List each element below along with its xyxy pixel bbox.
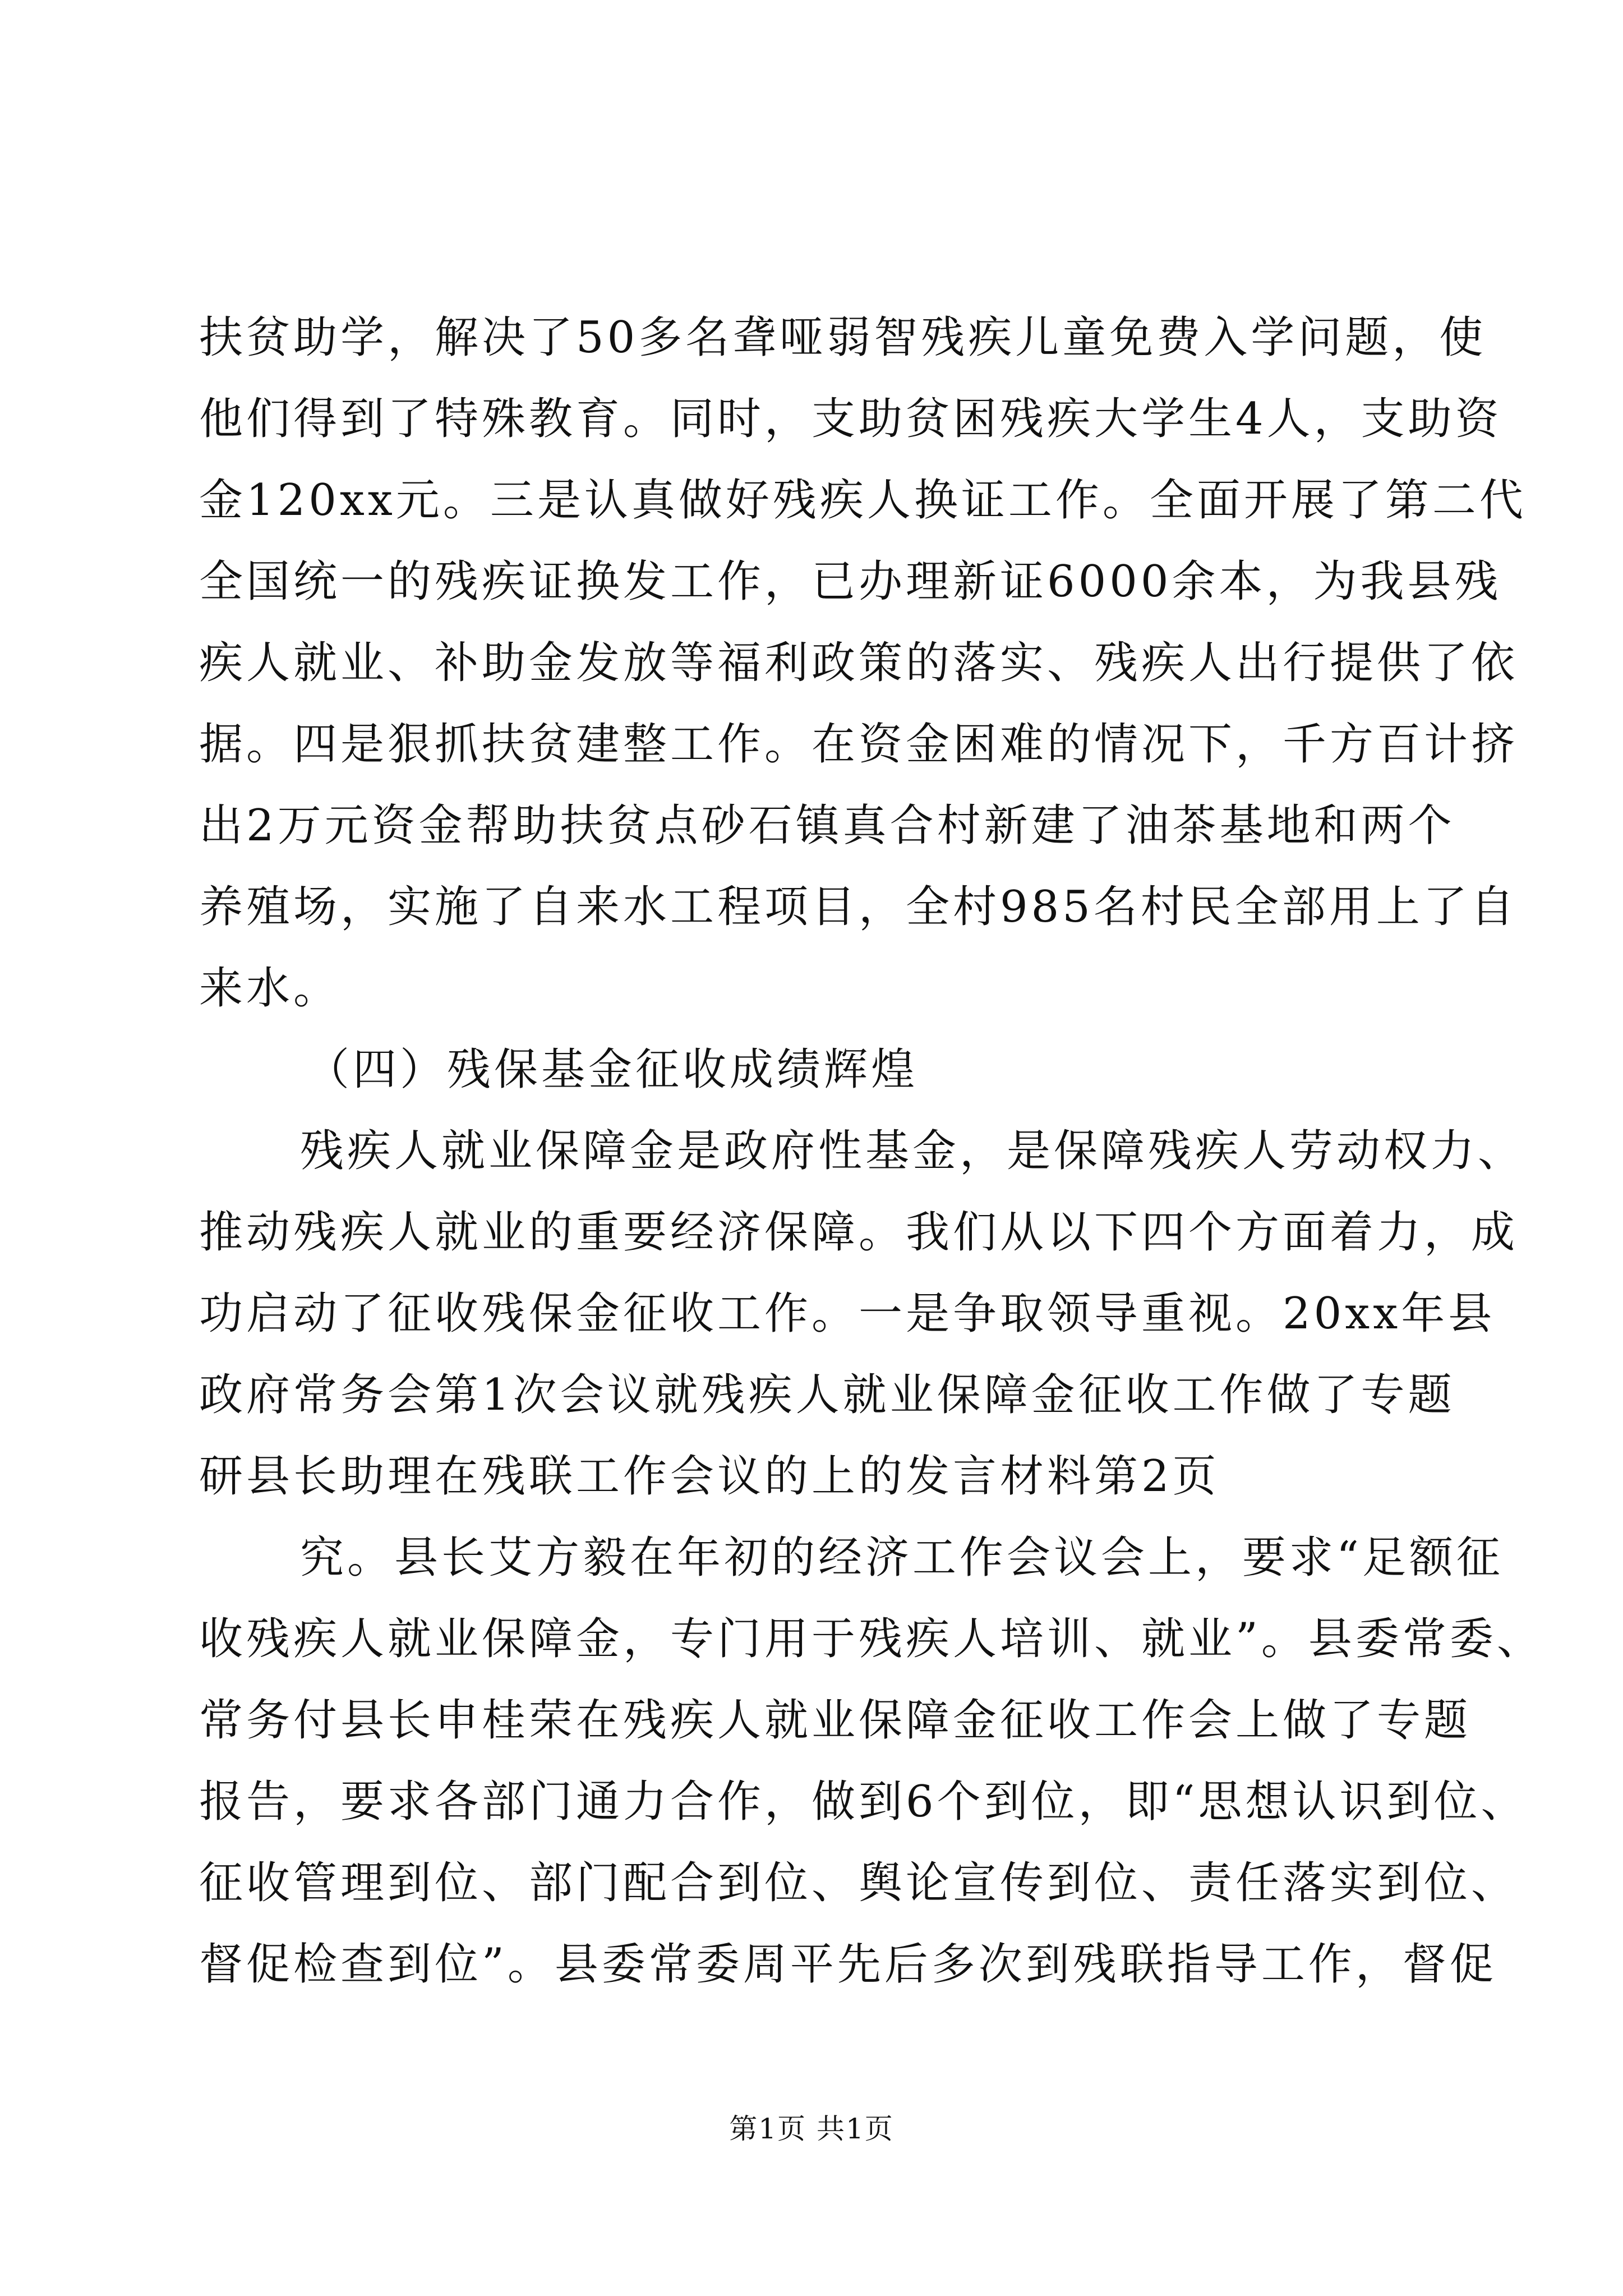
text-line: 养殖场，实施了自来水工程项目，全村985名村民全部用上了自 (199, 882, 1518, 932)
text-line: 他们得到了特殊教育。同时，支助贫困残疾大学生4人，支助资 (199, 394, 1502, 444)
text-line: 扶贫助学，解决了50多名聋哑弱智残疾儿童免费入学问题，使 (199, 312, 1487, 363)
text-line: 来水。 (199, 963, 341, 1014)
text-line: 残疾人就业保障金是政府性基金，是保障残疾人劳动权力、 (300, 1126, 1525, 1176)
text-line: 功启动了征收残保金征收工作。一是争取领导重视。20xx年县 (199, 1289, 1496, 1339)
section-heading: （四）残保基金征收成绩辉煌 (306, 1045, 919, 1095)
text-line: 督促检查到位”。县委常委周平先后多次到残联指导工作，督促 (199, 1939, 1497, 1990)
text-line: 推动残疾人就业的重要经济保障。我们从以下四个方面着力，成 (199, 1207, 1519, 1258)
text-line: 全国统一的残疾证换发工作，已办理新证6000余本，为我县残 (199, 556, 1502, 607)
text-line: 收残疾人就业保障金，专门用于残疾人培训、就业”。县委常委、 (199, 1614, 1544, 1664)
text-line: 究。县长艾方毅在年初的经济工作会议会上，要求“足额征 (300, 1533, 1504, 1583)
text-line: 据。四是狠抓扶贫建整工作。在资金困难的情况下，千方百计挤 (199, 719, 1519, 770)
text-line: 研县长助理在残联工作会议的上的发言材料第2页 (199, 1451, 1220, 1502)
text-line: 常务付县长申桂荣在残疾人就业保障金征收工作会上做了专题 (199, 1695, 1472, 1746)
text-line: 报告，要求各部门通力合作，做到6个到位，即“思想认识到位、 (199, 1777, 1528, 1827)
text-line: 征收管理到位、部门配合到位、舆论宣传到位、责任落实到位、 (199, 1858, 1519, 1908)
page-footer: 第1页 共1页 (729, 2113, 894, 2145)
text-line: 金120xx元。三是认真做好残疾人换证工作。全面开展了第二代 (199, 475, 1527, 526)
text-line: 疾人就业、补助金发放等福利政策的落实、残疾人出行提供了依 (199, 638, 1519, 688)
text-line: 出2万元资金帮助扶贫点砂石镇真合村新建了油茶基地和两个 (199, 800, 1455, 851)
text-line: 政府常务会第1次会议就残疾人就业保障金征收工作做了专题 (199, 1370, 1455, 1420)
document-body (199, 297, 1544, 2005)
